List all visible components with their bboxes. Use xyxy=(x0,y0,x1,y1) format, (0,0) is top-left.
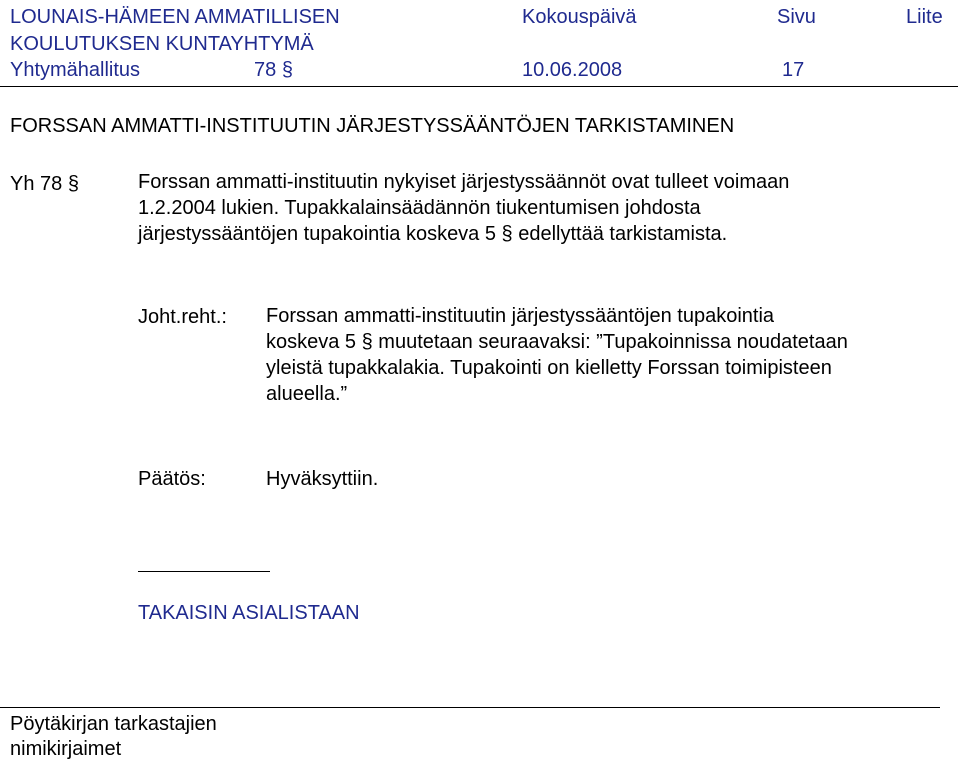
document-title: FORSSAN AMMATTI-INSTITUUTIN JÄRJESTYSSÄÄNTÖJEN TARKISTAMINEN xyxy=(10,115,735,137)
item-line-3: järjestyssääntöjen tupakointia koskeva 5 § edellyttää tarkistamista. xyxy=(138,223,728,245)
item-line-2: 1.2.2004 lukien. Tupakkalainsäädännön tiukentumisen johdosta xyxy=(138,197,701,219)
proposal-line-3: yleistä tupakkalakia. Tupakointi on kielletty Forssan toimipisteen xyxy=(266,357,832,379)
meeting-date-label: Kokouspäivä xyxy=(522,6,637,28)
separator-rule xyxy=(138,571,270,572)
page-label: Sivu xyxy=(777,6,816,28)
org-name-line2: KOULUTUKSEN KUNTAYHTYMÄ xyxy=(10,33,314,55)
header-rule xyxy=(0,86,958,87)
footer-line2: nimikirjaimet xyxy=(10,738,122,760)
proposal-line-2: koskeva 5 § muutetaan seuraavaksi: ”Tupakoinnissa noudatetaan xyxy=(266,331,848,353)
item-ref: Yh 78 xyxy=(10,173,63,195)
proposal-label: Joht.reht.: xyxy=(138,306,227,328)
item-body xyxy=(138,169,789,247)
meeting-date: 10.06.2008 xyxy=(522,59,623,81)
item-line-1: Forssan ammatti-instituutin nykyiset järjestyssäännöt ovat tulleet voimaan xyxy=(138,171,790,193)
page-number: 17 xyxy=(782,59,805,81)
org-name-line1: LOUNAIS-HÄMEEN AMMATILLISEN xyxy=(10,6,340,28)
item-reference xyxy=(10,172,79,196)
footer-rule xyxy=(0,707,940,708)
item-section-symbol: § xyxy=(67,173,79,195)
body-name: Yhtymähallitus xyxy=(10,59,141,81)
footer-line1: Pöytäkirjan tarkastajien xyxy=(10,713,217,735)
header-section-number xyxy=(254,58,293,82)
decision-text: Hyväksyttiin. xyxy=(266,468,379,490)
attachment-label: Liite xyxy=(906,6,943,28)
section-number: 78 xyxy=(254,59,277,81)
back-to-agenda-link[interactable]: TAKAISIN ASIALISTAAN xyxy=(138,602,360,624)
decision-label: Päätös: xyxy=(138,468,206,490)
section-symbol: § xyxy=(281,59,293,81)
proposal-line-1: Forssan ammatti-instituutin järjestyssääntöjen tupakointia xyxy=(266,305,775,327)
proposal-body xyxy=(266,303,848,407)
proposal-line-4: alueella.” xyxy=(266,383,348,405)
